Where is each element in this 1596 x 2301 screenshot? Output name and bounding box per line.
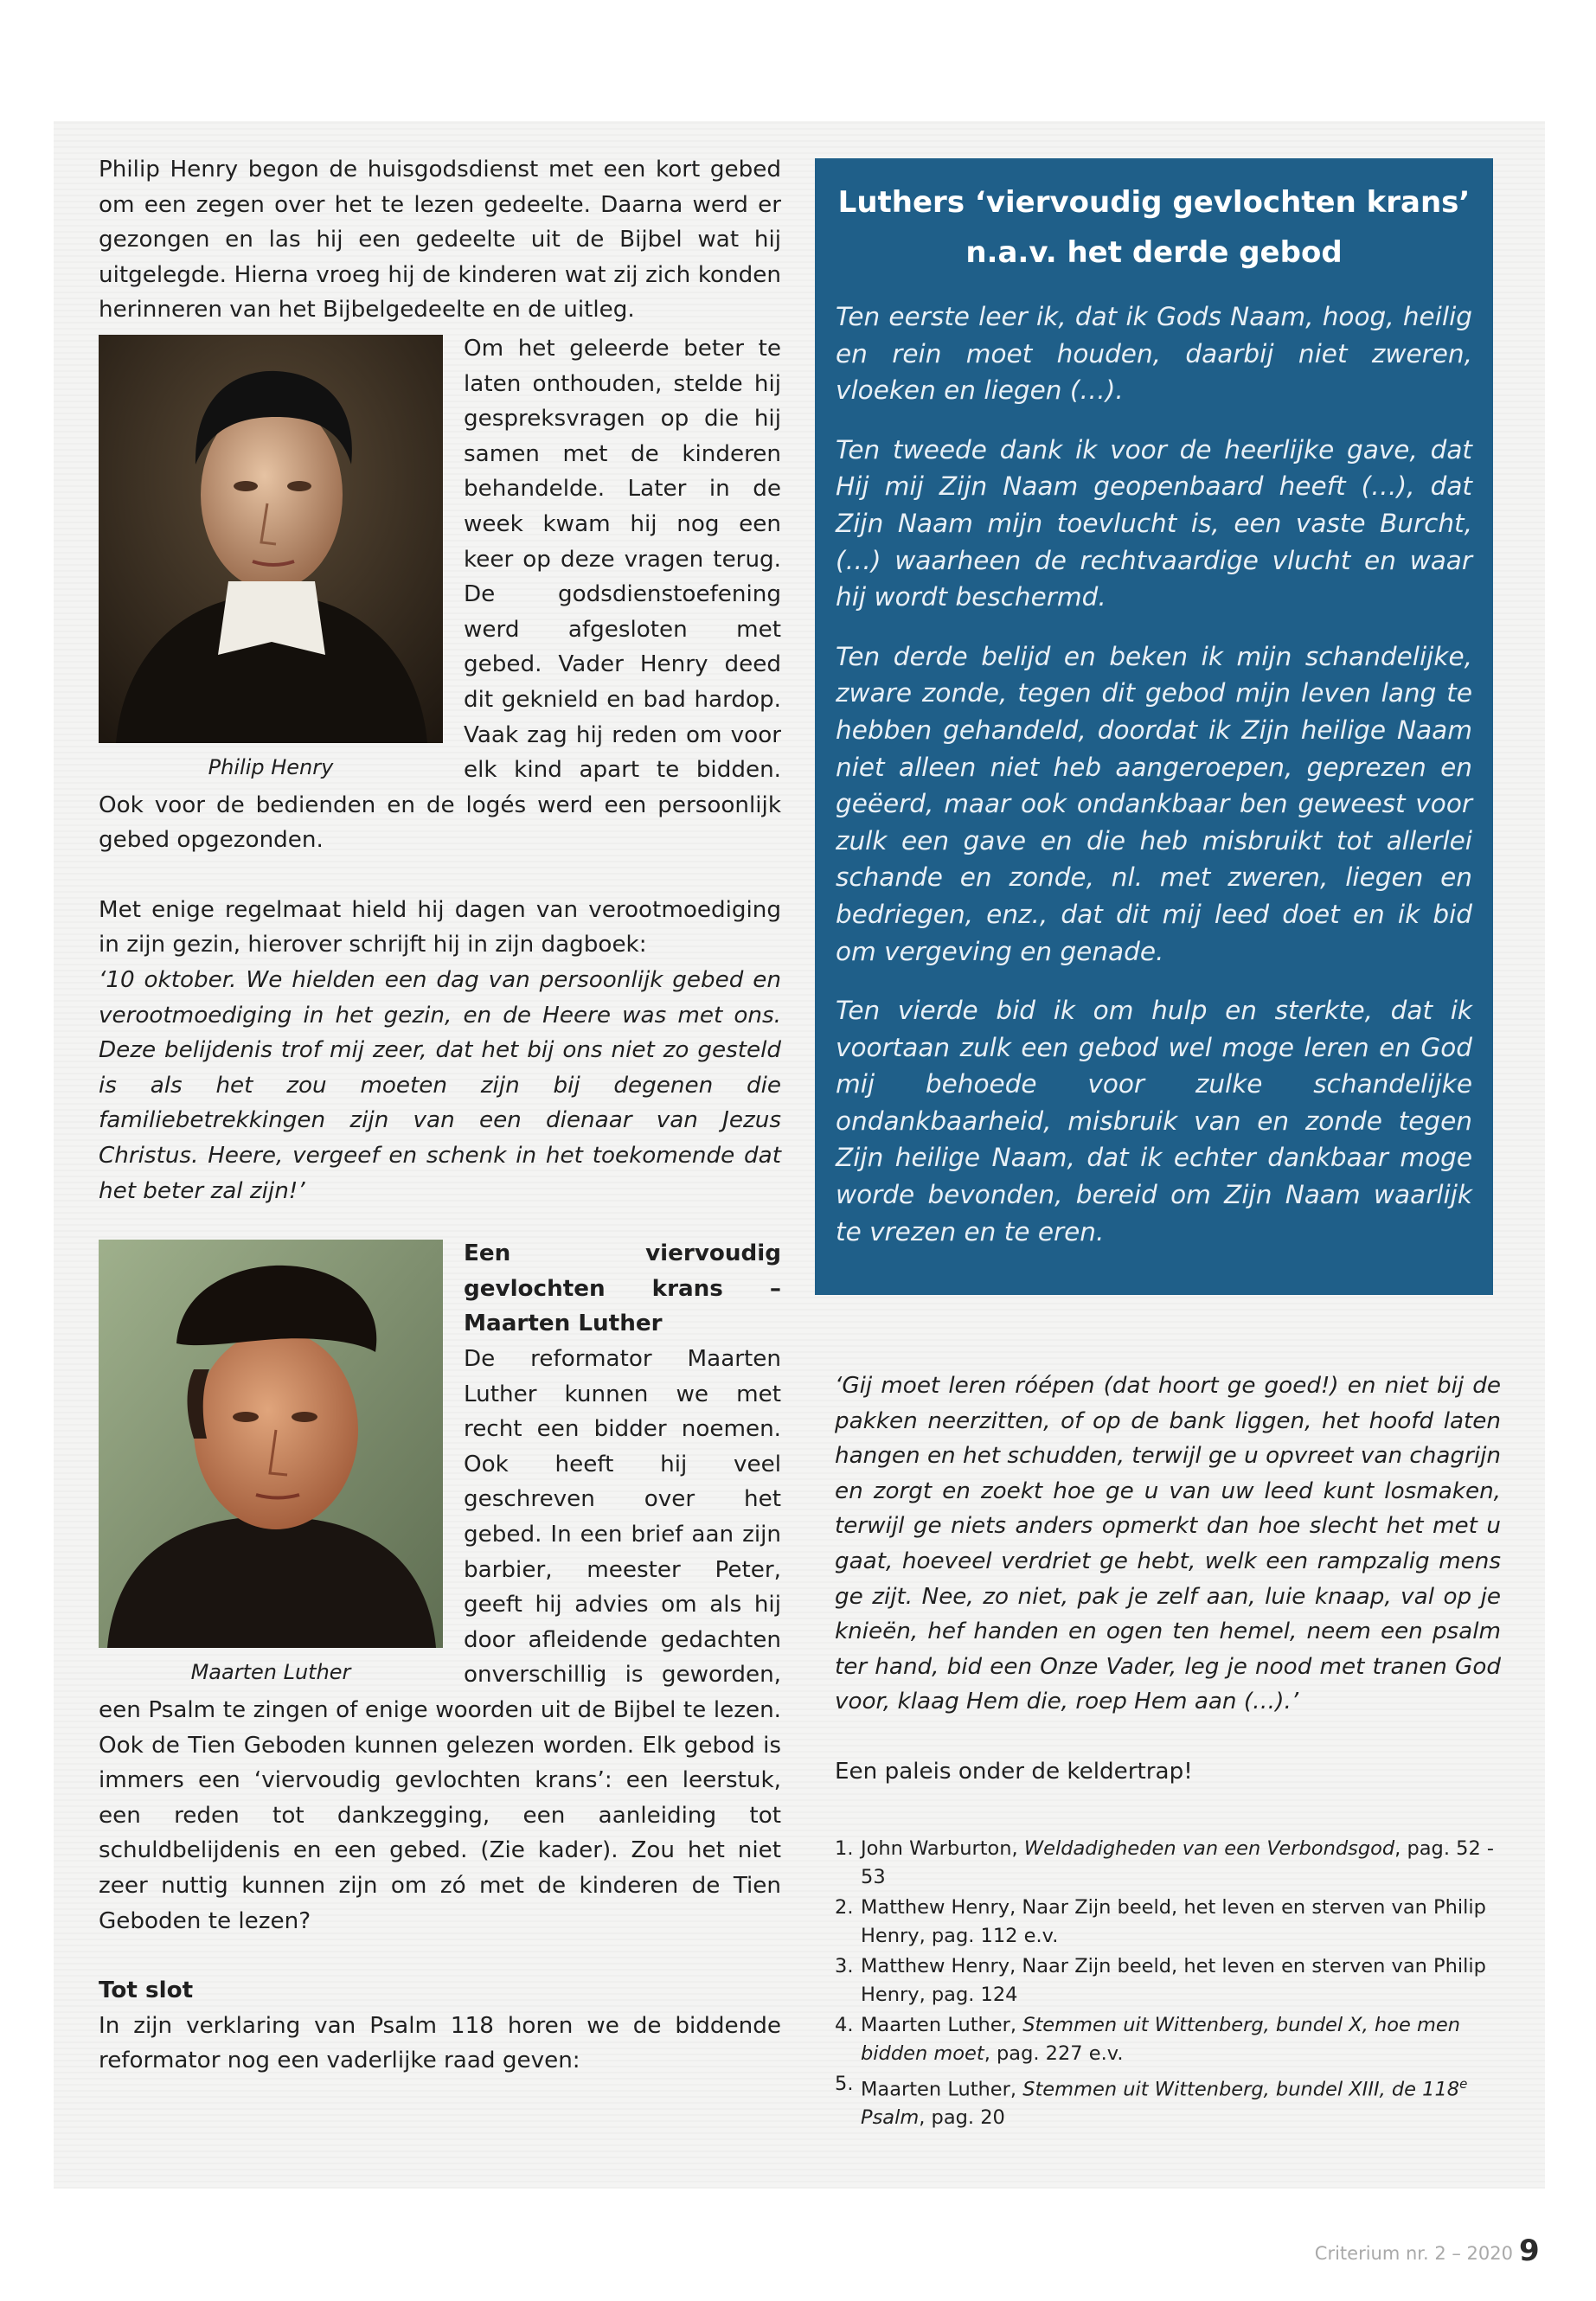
footnotes <box>835 1835 1501 2133</box>
footnote: 4. Maarten Luther, Stemmen uit Wittenberg, bundel X, hoe men bidden moet, pag. 227 e.v. <box>835 2013 1461 2065</box>
footnote: 2. Matthew Henry, Naar Zijn beeld, het leven en sterven van Philip Henry, pag. 112 e.v. <box>835 1895 1486 1947</box>
closing-line: Een paleis onder de keldertrap! <box>835 1758 1193 1785</box>
philip-henry-portrait <box>99 335 443 743</box>
box-paragraph-2: Ten tweede dank ik voor de heerlijke gave, dat Hij mij Zijn Naam geopenbaard heeft (…), dat Zijn Naam mijn toevlucht is, een vaste Burcht, (…) waarheen de rechtvaardige vlucht en waar hij wordt beschermd. <box>836 434 1472 612</box>
intro-paragraph: Philip Henry begon de huisgodsdienst met een kort gebed om een zegen over het te lezen gedeelte. Daarna werd er gezongen en las hij een gedeelte uit de Bijbel wat hij uitgelegde. Hierna vroeg hij de kinderen wat zij zich konden herinneren van het Bijbelgedeelte en de uitleg. <box>99 157 781 324</box>
luther-portrait <box>99 1240 443 1648</box>
luther-wreath-box <box>815 158 1493 1295</box>
box-title-line-1: Luthers ‘viervoudig gevlochten krans’ <box>837 185 1471 220</box>
luther-caption: Maarten Luther <box>190 1660 351 1685</box>
philip-henry-caption: Philip Henry <box>208 754 334 779</box>
luther-paragraph: De reformator Maarten Luther kunnen we met recht een bidder noemen. Ook heeft hij veel geschreven over het gebed. In een brief aan zijn barbier, meester Peter, geeft hij advies om als hij door afleidende gedachten onverschillig is geworden, een Psalm te zingen of enige woorden uit de Bijbel te lezen. Ook de Tien Geboden kunnen gelezen worden. Elk gebod is immers een ‘viervoudig gevlochten krans’: een leerstuk, een reden tot dankzegging, een aanleiding tot schuldbelijdenis en een gebed. (Zie kader). Zou het niet zeer nuttig kunnen zijn om zó met de kinderen de Tien Geboden te lezen? <box>99 1346 781 1934</box>
right-column <box>835 1368 1501 2134</box>
philip-henry-figure <box>99 335 443 781</box>
diary-quote: ‘10 oktober. We hielden een dag van persoonlijk gebed en verootmoediging in het gezin, en de Heere was met ons. Deze belijdenis trof mij zeer, dat het bij ons niet zo gesteld is als het zou moeten zijn bij degenen die familiebetrekkingen zijn van een dienaar van Jezus Christus. Heere, vergeef en schenk in het toekomende dat het beter zal zijn!’ <box>99 967 781 1204</box>
closing-paragraph: In zijn verklaring van Psalm 118 horen we de biddende reformator nog een vaderlijke raad geven: <box>99 2012 781 2074</box>
philip-henry-section <box>99 331 781 858</box>
humility-paragraph: Met enige regelmaat hield hij dagen van verootmoediging in zijn gezin, hierover schrijft hij in zijn dagboek: <box>99 896 781 958</box>
box-title-line-2: n.a.v. het derde gebod <box>965 235 1343 270</box>
box-paragraph-3: Ten derde belijd en beken ik mijn schandelijke, zware zonde, tegen dit gebod mijn leven lang te hebben gehandeld, doordat ik Zijn heilige Naam niet alleen niet heb aangeroepen, geprezen en geëerd, maar ook ondankbaar ben geweest voor zulk een gave en die heb misbruikt tot allerlei schande en zonde, nl. met zweren, liegen en bedriegen, enz., dat dit mij leed doet en ik bid om vergeving en genade. <box>836 641 1472 966</box>
closing-heading: Tot slot <box>99 1977 194 2004</box>
luther-section <box>99 1236 781 1939</box>
luther-quote: ‘Gij moet leren róépen (dat hoort ge goed!) en niet bij de pakken neerzitten, of op de bank liggen, het hoofd laten hangen en het schudden, terwijl ge u opvreet van chagrijn en zorgt en zoekt hoe ge u van uw leed kunt losmaken, terwijl ge niets anders opmerkt dan hoe slecht het met u gaat, hoeveel verdriet ge hebt, welk een rampzalig mens ge zijt. Nee, zo niet, pak je zelf aan, luie knaap, val op je knieën, hef handen en ogen ten hemel, neem een psalm ter hand, bid een Onze Vader, leg je nood met tranen God voor, klaag Hem die, roep Hem aan (…).’ <box>835 1373 1501 1715</box>
luther-heading: Een viervoudig gevlochten krans – Maarten Luther <box>464 1240 781 1337</box>
journal-footer: Criterium nr. 2 – 2020 <box>1314 2243 1513 2264</box>
luther-figure <box>99 1240 443 1686</box>
box-paragraph-1: Ten eerste leer ik, dat ik Gods Naam, hoog, heilig en rein moet houden, daarbij niet zweren, vloeken en liegen (…). <box>836 302 1472 406</box>
footnote: 1. John Warburton, Weldadigheden van een Verbondsgod, pag. 52 - 53 <box>835 1836 1495 1888</box>
footnote: 3. Matthew Henry, Naar Zijn beeld, het leven en sterven van Philip Henry, pag. 124 <box>835 1954 1486 2006</box>
footnote: 5. Maarten Luther, Stemmen uit Wittenberg, bundel XIII, de 118e Psalm, pag. 20 <box>835 2072 1468 2130</box>
box-paragraph-4: Ten vierde bid ik om hulp en sterkte, dat ik voortaan zulk een gebod wel moge leren en God mij behoede voor zulke schandelijke ondankbaarheid, misbruik van en zonde tegen Zijn heilige Naam, dat ik echter dankbaar moge worde bevonden, bereid om Zijn Naam waarlijk te vrezen en te eren. <box>836 996 1472 1247</box>
page-number: 9 <box>1519 2234 1540 2268</box>
left-column <box>99 152 781 2079</box>
box-title <box>836 177 1472 278</box>
prayer-paragraph: Om het geleerde beter te laten onthouden, stelde hij gespreksvragen op die hij samen met de kinderen behandelde. Later in de week kwam hij nog een keer op deze vragen terug. De godsdienstoefening werd afgesloten met gebed. Vader Henry deed dit geknield en bad hardop. Vaak zag hij reden om voor elk kind apart te bidden. Ook voor de bedienden en de logés werd een persoonlijk gebed opgezonden. <box>99 335 781 854</box>
